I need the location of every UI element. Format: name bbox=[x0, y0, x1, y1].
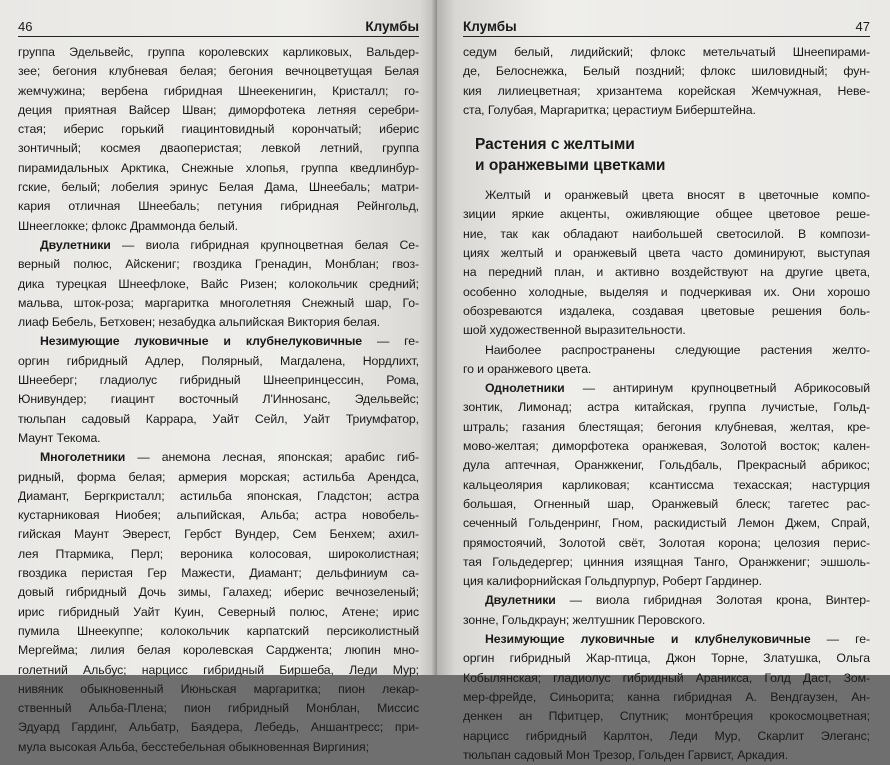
text-line bbox=[18, 410, 419, 429]
text-line bbox=[18, 62, 419, 81]
line-text: — виола гибридная крупноцветная белая Се- bbox=[110, 237, 419, 252]
line-text: — анемона лесная, японская; арабис гиб- bbox=[125, 450, 419, 465]
line-text: особенно холодные, выделяя и подчеркивая их. Они хорошо bbox=[463, 284, 870, 299]
text-line bbox=[463, 321, 870, 340]
text-line bbox=[463, 379, 870, 398]
line-text: мер-фрейде, Синьорита; канна гибридная А. Вендгаузен, Ан- bbox=[463, 689, 870, 704]
line-text: мальва, шток-роза; маргаритка многолетняя Снежный шар, Го- bbox=[18, 295, 419, 310]
text-line bbox=[18, 43, 419, 62]
text-line bbox=[18, 390, 419, 409]
line-text: голетний Альбус; нарцисс гибридный Биршеба, Леди Мур; bbox=[18, 662, 419, 677]
right-page bbox=[437, 0, 890, 762]
line-text: ция калифорнийская Гольдпурпур, Роберт Гардинер. bbox=[463, 574, 762, 589]
line-text: дула аптечная, Оранжкениг, Гольдбаль, Прекрасный абрикос; bbox=[463, 458, 870, 473]
text-line bbox=[463, 669, 870, 688]
line-text: Желтый и оранжевый цвета вносят в цветочные компо- bbox=[485, 188, 870, 203]
text-line bbox=[463, 283, 870, 302]
line-text: ридный, форма белая; армерия морская; астильба Арендса, bbox=[18, 469, 419, 484]
text-line bbox=[18, 468, 419, 487]
line-text: прямостоячий, Золотой свёт, Золотая корона; целозия перис- bbox=[463, 535, 870, 550]
text-line bbox=[463, 398, 870, 417]
line-text: — виола гибридная Золотая крона, Винтер- bbox=[555, 593, 870, 608]
text-line bbox=[463, 534, 870, 553]
section-heading-line: и оранжевыми цветками bbox=[475, 157, 666, 175]
line-text: мово-желтая; диморфотека оранжевая, Золотой восток; кален- bbox=[463, 439, 870, 454]
text-line bbox=[18, 506, 419, 525]
text-line bbox=[18, 139, 419, 158]
line-text: ста, Голубая, Маргаритка; церастиум Биберштейна. bbox=[463, 102, 756, 117]
line-text: нарцисс гибридный Карлтон, Леди Мур, Скарлит Элеганс; bbox=[463, 728, 870, 743]
text-line bbox=[463, 62, 870, 81]
text-line bbox=[18, 371, 419, 390]
section-heading bbox=[475, 134, 870, 176]
text-line bbox=[463, 707, 870, 726]
right-page-body-bottom bbox=[463, 186, 870, 765]
text-line bbox=[463, 572, 870, 591]
line-text: нивяник обыкновенный Июньская маргаритка; пион лекар- bbox=[18, 681, 419, 696]
right-page-body-top bbox=[463, 43, 870, 120]
text-line bbox=[463, 341, 870, 360]
line-text: большая, Огненный шар, Оранжевый блеск; тагетес рас- bbox=[463, 496, 870, 511]
category-label: Двулетники bbox=[485, 593, 556, 608]
line-text: лея Птармика, Перл; вероника колосовая, широколистная; bbox=[18, 546, 419, 561]
right-page-header bbox=[463, 16, 870, 37]
line-text: зонне, Гольдкраун; желтушник Перовского. bbox=[463, 612, 706, 627]
line-text: кия лилиецветная; хризантема корейская Жемчужная, Неве- bbox=[463, 83, 870, 98]
text-line bbox=[18, 332, 419, 351]
text-line bbox=[463, 263, 870, 282]
text-line bbox=[463, 727, 870, 746]
text-line bbox=[18, 525, 419, 544]
text-line bbox=[18, 275, 419, 294]
text-line bbox=[463, 591, 870, 610]
line-text: Шнееглокке; флокс Драммонда белый. bbox=[18, 218, 238, 233]
line-text: зонтик, Лимонад; астра китайская, группа лучистые, Гольд- bbox=[463, 400, 870, 415]
text-line bbox=[18, 718, 419, 737]
text-line bbox=[18, 699, 419, 718]
line-text: обозреваются издалека, создавая цветовые решения боль- bbox=[463, 303, 870, 318]
line-text: пумила Шнеекуппе; колокольчик карпатский персиколистный bbox=[18, 623, 419, 638]
category-label: Незимующие луковичные и клубнелуковичные bbox=[485, 632, 811, 647]
line-text: зиции яркие акценты, оживляющие общее цветовое реше- bbox=[463, 207, 870, 222]
text-line bbox=[18, 680, 419, 699]
line-text: зонтичный; космея дваоперистая; левкой летний, группа bbox=[18, 141, 419, 156]
text-line bbox=[18, 294, 419, 313]
line-text: Шнееберг; гладиолус гибридный Шнеепринцессин, Рома, bbox=[18, 373, 419, 388]
text-line bbox=[463, 43, 870, 62]
text-line bbox=[18, 603, 419, 622]
line-text: гвоздика перистая Гер Мажести, Диамант; дельфиниум са- bbox=[18, 566, 419, 581]
line-text: — ге- bbox=[361, 334, 419, 349]
line-text: циях желтый и оранжевый цвета часто доминируют, выступая bbox=[463, 246, 870, 261]
line-text: довый гибридный Дочь зимы, Галахед; иберис вечнозеленый; bbox=[18, 585, 419, 600]
left-page-body bbox=[18, 43, 419, 757]
line-text: деция приятная Вайсер Шван; диморфотека летняя серебри- bbox=[18, 102, 419, 117]
line-text: жемчужина; вербена гибридная Шнеекенигин, Кристалл; го- bbox=[18, 83, 419, 98]
page-number: 46 bbox=[18, 19, 33, 34]
line-text: сеченный Гольденринг, Гном, раскидистый Лемон Джем, Спрай, bbox=[463, 516, 870, 531]
category-label: Многолетники bbox=[40, 450, 126, 465]
line-text: шой художественной выразительности. bbox=[463, 323, 686, 338]
text-line bbox=[18, 487, 419, 506]
line-text: Наиболее распространены следующие растения желто- bbox=[485, 342, 870, 357]
left-page-header bbox=[18, 16, 419, 37]
line-text: кария отличная Шнеебаль; петуния гибридная Рейнгольд, bbox=[18, 199, 419, 214]
running-title: Клумбы bbox=[463, 19, 517, 34]
line-text: тюльпан садовый Каррара, Уайт Сейл, Уайт Триумфатор, bbox=[18, 411, 419, 426]
line-text: оргин гибридный Адлер, Полярный, Магдалена, Нордлихт, bbox=[18, 353, 419, 368]
running-title: Клумбы bbox=[365, 19, 419, 34]
text-line bbox=[463, 437, 870, 456]
page-number: 47 bbox=[855, 19, 870, 34]
line-text: кальцеолярия карликовая; ксантисcма техасская; настурция bbox=[463, 477, 870, 492]
line-text: на передний план, и активно воздействуют на другие цвета, bbox=[463, 265, 870, 280]
text-line bbox=[463, 101, 870, 120]
line-text: верный полюс, Айскениг; гвоздика Гренадин, Монблан; гвоз- bbox=[18, 257, 419, 272]
text-line bbox=[463, 476, 870, 495]
text-line bbox=[463, 186, 870, 205]
text-line bbox=[463, 553, 870, 572]
text-line bbox=[18, 352, 419, 371]
line-text: Диамант, Бергкристалл; астильба японская, Гладстон; астра bbox=[18, 488, 419, 503]
text-line bbox=[18, 583, 419, 602]
line-text: — ге- bbox=[810, 632, 870, 647]
text-line bbox=[18, 101, 419, 120]
line-text: Кобылянская; гладиолус гибридный Араникса, Голд Даст, Зом- bbox=[463, 670, 870, 685]
text-line bbox=[18, 197, 419, 216]
text-line bbox=[463, 611, 870, 630]
line-text: штраль; газания блестящая; бегония клубневая, желтая, кре- bbox=[463, 419, 870, 434]
text-line bbox=[463, 688, 870, 707]
text-line bbox=[18, 622, 419, 641]
line-text: гийская Маунт Эверест, Гербст Вундер, Сем Бенхем; ахил- bbox=[18, 527, 419, 542]
text-line bbox=[463, 82, 870, 101]
text-line bbox=[18, 255, 419, 274]
text-line bbox=[463, 746, 870, 765]
text-line bbox=[18, 82, 419, 101]
line-text: ственный Альба-Плена; пион гибридный Монблан, Миссис bbox=[18, 701, 419, 716]
text-line bbox=[18, 738, 419, 757]
line-text: ирис гибридный Уайт Куин, Северный полюс, Атене; ирис bbox=[18, 604, 419, 619]
text-line bbox=[463, 630, 870, 649]
text-line bbox=[463, 418, 870, 437]
category-label: Незимующие луковичные и клубнелуковичные bbox=[40, 334, 362, 349]
section-heading-line: Растения с желтыми bbox=[475, 136, 635, 154]
text-line bbox=[18, 641, 419, 660]
line-text: го и оранжевого цвета. bbox=[463, 361, 592, 376]
text-line bbox=[18, 429, 419, 448]
line-text: Юнивундер; гиацинт восточный Л'Инноsанс, Эдельвейс; bbox=[18, 392, 419, 407]
line-text: Мергейма; лилия белая королевская Сарджента; люпин мно- bbox=[18, 643, 419, 658]
line-text: пирамидальных Арктика, Снежные хлопья, группа кведлинбур- bbox=[18, 160, 419, 175]
line-text: Маунт Текома. bbox=[18, 430, 101, 445]
line-text: лиаф Бебель, Бетховен; незабудка альпийская Виктория белая. bbox=[18, 315, 380, 330]
line-text: денкен ан Пфитцер, Спутник; монтбреция крокосмоцветная; bbox=[463, 709, 870, 724]
text-line bbox=[463, 302, 870, 321]
line-text: де, Белоснежка, Белый поздний; флокс шиловидный; фун- bbox=[463, 64, 870, 79]
text-line bbox=[463, 205, 870, 224]
line-text: — антиринум крупноцветный Абрикосовый bbox=[564, 381, 870, 396]
text-line bbox=[18, 159, 419, 178]
category-label: Двулетники bbox=[40, 237, 111, 252]
left-page bbox=[0, 0, 437, 754]
line-text: оргин гибридный Жар-птица, Джон Торне, Златушка, Ольга bbox=[463, 651, 870, 666]
line-text: ние, так как обладают наибольшей светосилой. В компози- bbox=[463, 226, 870, 241]
line-text: зее; бегония клубневая белая; бегония вечноцветущая Белая bbox=[18, 64, 419, 79]
text-line bbox=[18, 661, 419, 680]
line-text: группа Эдельвейс, группа королевских карликовых, Вальдер- bbox=[18, 45, 419, 59]
line-text: седум белый, лидийский; флокс метельчатый Шнеепирами- bbox=[463, 45, 870, 59]
text-line bbox=[463, 456, 870, 475]
line-text: Эдуард Гардинг, Альбатр, Баядера, Лебедь, Аншантресс; при- bbox=[18, 720, 419, 735]
line-text: кустарниковая Ниобея; альпийская, Альба; астра новобель- bbox=[18, 508, 419, 523]
line-text: гские, белый; лобелия эринус Белая Дама, Шнеебаль; матри- bbox=[18, 180, 419, 195]
text-line bbox=[463, 244, 870, 263]
text-line bbox=[463, 225, 870, 244]
line-text: дика турецкая Шнеефлоке, Вайс Ризен; колокольчик средний; bbox=[18, 276, 419, 291]
text-line bbox=[18, 120, 419, 139]
text-line bbox=[463, 360, 870, 379]
line-text: стая; иберис горький гиацинтовидный корончатый; иберис bbox=[18, 122, 419, 137]
line-text: тая Гольдедергер; цинния изящная Танго, Оранжкениг; эшшоль- bbox=[463, 554, 870, 569]
line-text: тюльпан садовый Мон Трезор, Гольден Гарвист, Аркадия. bbox=[463, 747, 789, 762]
text-line bbox=[18, 236, 419, 255]
category-label: Однолетники bbox=[485, 381, 565, 396]
text-line bbox=[18, 545, 419, 564]
text-line bbox=[18, 448, 419, 467]
line-text: мула высокая Альба, бесстебельная обыкновенная Виргиния; bbox=[18, 739, 369, 754]
text-line bbox=[18, 564, 419, 583]
text-line bbox=[18, 313, 419, 332]
text-line bbox=[463, 514, 870, 533]
text-line bbox=[18, 178, 419, 197]
text-line bbox=[18, 217, 419, 236]
text-line bbox=[463, 649, 870, 668]
text-line bbox=[463, 495, 870, 514]
